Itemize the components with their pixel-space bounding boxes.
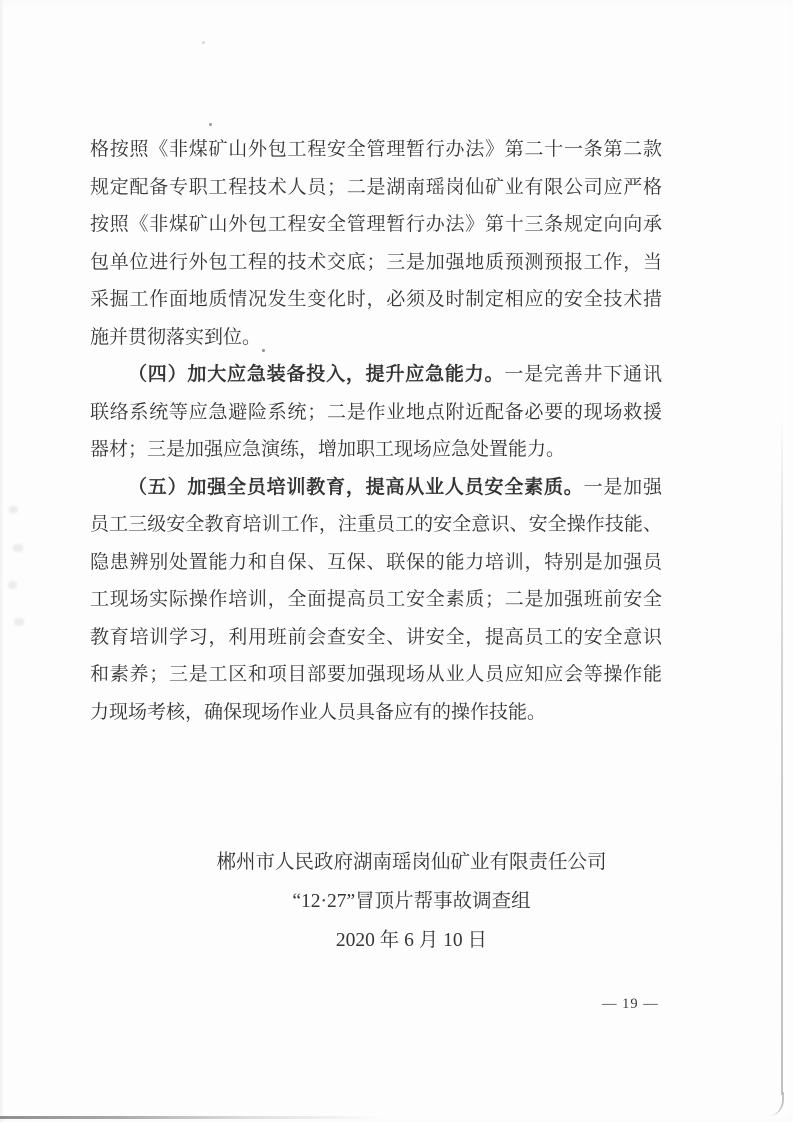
body-line — [90, 169, 662, 207]
body-line — [90, 656, 662, 694]
body-line — [90, 206, 662, 244]
body-line-text: 按照《非煤矿山外包工程安全管理暂行办法》第十三条规定向向承 — [90, 214, 662, 235]
signature-investigation-group: “12·27”冒顶片帮事故调查组 — [292, 891, 531, 912]
scan-smudge — [8, 581, 17, 589]
body-line-text: 一是加强 — [583, 476, 662, 498]
body-line-text: 一是完善井下通讯 — [504, 364, 662, 385]
body-line-text: 施并贯彻落实到位。 — [90, 326, 262, 348]
section-4-heading: （四）加大应急装备投入，提升应急能力。 — [128, 364, 505, 385]
body-line-text: 采掘工作面地质情况发生变化时，必须及时制定相应的安全技术措 — [90, 289, 662, 310]
signature-block — [30, 843, 793, 960]
body-line-text: 教育培训学习，利用班前会查安全、讲安全，提高员工的安全意识 — [90, 626, 662, 648]
scan-speck — [209, 123, 212, 126]
body-line — [90, 281, 662, 319]
body-line-text: 工现场实际操作培训，全面提高员工安全素质；二是加强班前安全 — [90, 589, 662, 610]
body-line-text: 规定配备专职工程技术人员；二是湖南瑶岗仙矿业有限公司应严格 — [90, 176, 662, 198]
scan-left-edge-shade — [0, 0, 4, 1122]
body-line-text: 包单位进行外包工程的技术交底；三是加强地质预测预报工作，当 — [90, 251, 662, 273]
body-line — [90, 694, 662, 732]
body-line-text: 力现场考核，确保现场作业人员具备应有的操作技能。 — [90, 701, 547, 723]
scan-right-edge-curve — [767, 1092, 784, 1116]
body-line-text: 器材；三是加强应急演练，增加职工现场应急处置能力。 — [90, 439, 566, 460]
scan-smudge — [9, 506, 18, 513]
section-5-heading: （五）加强全员培训教育，提高从业人员安全素质。 — [128, 476, 584, 498]
body-line — [90, 394, 662, 432]
body-line-text: 和素养；三是工区和项目部要加强现场从业人员应知应会等操作能 — [90, 664, 662, 685]
scan-smudge — [13, 544, 23, 552]
body-line-text: 联络系统等应急避险系统；二是作业地点附近配备必要的现场救援 — [90, 401, 662, 423]
scan-bottom-edge-line — [0, 1116, 380, 1119]
body-line — [90, 619, 662, 657]
body-line — [90, 431, 662, 469]
document-body — [90, 131, 662, 731]
scan-speck — [202, 41, 205, 44]
body-line-text: 隐患辨别处置能力和自保、互保、联保的能力培训，特别是加强员 — [90, 551, 662, 573]
body-line — [90, 581, 662, 619]
scan-right-edge-line — [781, 415, 783, 1095]
scan-smudge — [14, 618, 24, 626]
signature-organization: 郴州市人民政府湖南瑶岗仙矿业有限责任公司 — [216, 852, 607, 873]
page-number: — 19 — — [602, 996, 659, 1012]
body-line-text: 格按照《非煤矿山外包工程安全管理暂行办法》第二十一条第二款 — [90, 139, 662, 160]
body-line — [90, 244, 662, 282]
signature-date: 2020 年 6 月 10 日 — [335, 930, 488, 951]
body-line-text: 员工三级安全教育培训工作，注重员工的安全意识、安全操作技能、 — [90, 514, 662, 535]
body-line — [90, 131, 662, 169]
body-line-section-4 — [90, 356, 662, 394]
body-line — [90, 319, 662, 357]
body-line — [90, 544, 662, 582]
body-line — [90, 506, 662, 544]
body-line-section-5 — [90, 469, 662, 507]
